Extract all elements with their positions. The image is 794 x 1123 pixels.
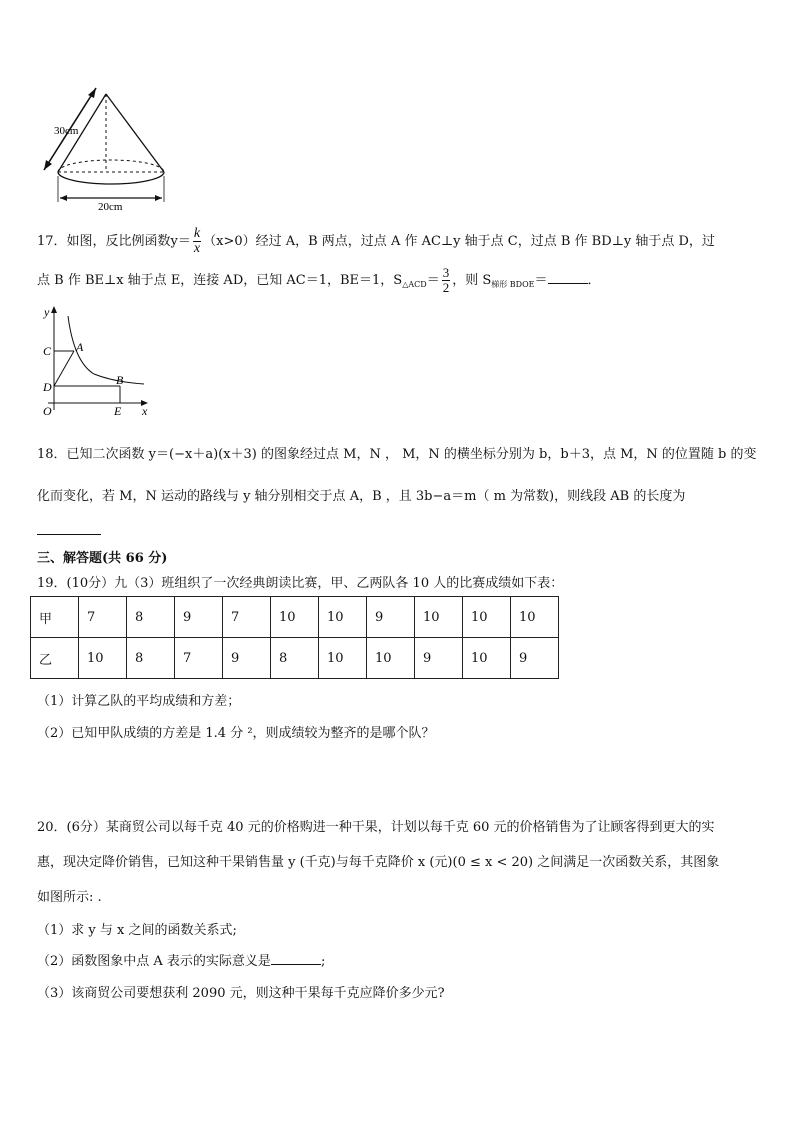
- q19-score-table: [30, 596, 559, 679]
- q19-part1: （1）计算乙队的平均成绩和方差；: [37, 694, 241, 709]
- q17-line2: 点 B 作 BE⊥x 轴于点 E，连接 AD，已知 AC＝1，BE＝1，$S_{\triangle ACD}=$ $\frac{3}{2}$ ，则 $S_{梯形 BDOE}=$ ．: [37, 265, 601, 295]
- score-cell: 9: [223, 638, 271, 679]
- q20-answer-blank[interactable]: [271, 952, 321, 965]
- cone-base-front: [58, 172, 164, 184]
- cone-slant-right: [106, 94, 164, 172]
- table-row: [31, 597, 559, 638]
- score-cell: 7: [175, 638, 223, 679]
- q20-part1: （1）求 y 与 x 之间的函数关系式;: [37, 923, 237, 938]
- q18-answer-blank[interactable]: [37, 520, 101, 535]
- slant-arrowhead-bottom: [44, 160, 52, 170]
- section-3-heading: 三、解答题(共 66 分): [37, 551, 168, 566]
- score-cell: 10: [367, 638, 415, 679]
- score-cell: 10: [319, 638, 367, 679]
- label-E: E: [114, 404, 122, 418]
- base-arrowhead-left: [60, 195, 67, 201]
- label-x: x: [142, 404, 148, 418]
- segment-AD: [54, 351, 74, 386]
- base-length-label: 20cm: [98, 201, 123, 213]
- score-cell: 9: [415, 638, 463, 679]
- score-cell: 8: [271, 638, 319, 679]
- base-arrowhead-right: [155, 195, 162, 201]
- table-row: [31, 638, 559, 679]
- cone-base-back: [58, 160, 164, 172]
- q20-part2: （2）函数图象中点 A 表示的实际意义是 ;: [37, 954, 326, 969]
- q20-line1: 20．(6分）某商贸公司以每千克 40 元的价格购进一种干果，计划以每千克 60 元的价格销售为了让顾客得到更大的实: [37, 820, 715, 835]
- label-C: C: [43, 344, 52, 358]
- score-cell: 8: [127, 638, 175, 679]
- label-O: O: [43, 404, 52, 418]
- score-cell: 10: [415, 597, 463, 638]
- label-A: A: [76, 340, 84, 354]
- q17-line1: 17．如图，反比例函数y＝ $\frac{k}{x}$ （x>0）经过 A，B 两点，过点 A 作 AC⊥y 轴于点 C，过点 B 作 BD⊥y 轴于点 D，过: [37, 226, 715, 256]
- score-cell: 9: [511, 638, 559, 679]
- score-cell: 10: [271, 597, 319, 638]
- q17-area-fraction: $\frac{3}{2}$: [442, 265, 450, 295]
- q18-line2: 化而变化，若 M，N 运动的路线与 y 轴分别相交于点 A，B ，且 3b−a＝m（ m 为常数)，则线段 AB 的长度为: [37, 489, 686, 504]
- q18-line1: 18．已知二次函数 y＝(−x＋a)(x＋3) 的图象经过点 M，N ， M，N 的横坐标分别为 b，b＋3，点 M，N 的位置随 b 的变: [37, 447, 757, 462]
- score-cell: 7: [79, 597, 127, 638]
- q19-intro: 19．(10分）九（3）班组织了一次经典朗读比赛，甲、乙两队各 10 人的比赛成绩如下表：: [37, 576, 564, 591]
- score-cell: 7: [223, 597, 271, 638]
- score-cell: 10: [79, 638, 127, 679]
- q17-answer-blank[interactable]: [548, 271, 588, 284]
- q17-k-over-x: $\frac{k}{x}$: [193, 226, 201, 256]
- score-cell: 10: [319, 597, 367, 638]
- q20-line3: 如图所示: .: [37, 890, 102, 905]
- label-D: D: [43, 380, 52, 394]
- score-cell: 8: [127, 597, 175, 638]
- label-y: y: [44, 305, 50, 319]
- q20-part3: （3）该商贸公司要想获利 2090 元，则这种干果每千克应降价多少元?: [37, 986, 445, 1001]
- q20-line2: 惠，现决定降价销售，已知这种干果销售量 y (千克)与每千克降价 x (元)(0 ≤ x < 20) 之间满足一次函数关系，其图象: [37, 855, 720, 870]
- team-name-cell: 甲: [31, 597, 79, 638]
- cone-figure: [36, 86, 176, 214]
- score-cell: 9: [367, 597, 415, 638]
- slant-arrowhead-top: [88, 88, 96, 98]
- score-cell: 10: [463, 638, 511, 679]
- score-cell: 9: [175, 597, 223, 638]
- slant-length-label: 30cm: [54, 125, 79, 137]
- hyperbola-graph: [34, 302, 158, 418]
- team-name-cell: 乙: [31, 638, 79, 679]
- q19-part2: （2）已知甲队成绩的方差是 1.4 分 ²，则成绩较为整齐的是哪个队？: [37, 726, 435, 741]
- label-B: B: [116, 373, 124, 387]
- score-cell: 10: [511, 597, 559, 638]
- score-cell: 10: [463, 597, 511, 638]
